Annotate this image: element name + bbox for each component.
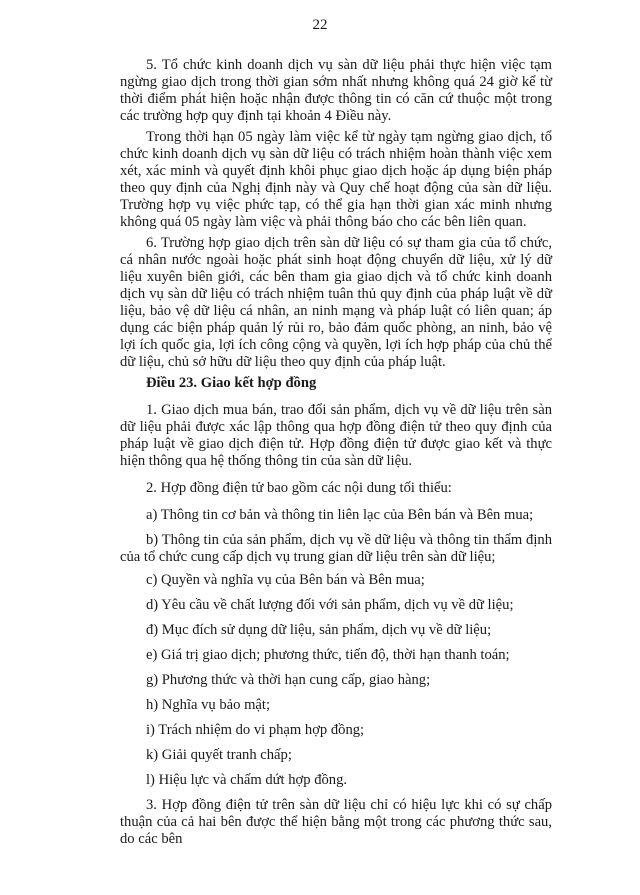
article-clause-3: 3. Hợp đồng điện tử trên sàn dữ liệu chỉ có hiệu lực khi có sự chấp thuận của cả hai bên được thể hiện bằng một trong các phương thức sau, do các bên (120, 797, 552, 847)
paragraph-clause-6: 6. Trường hợp giao dịch trên sàn dữ liệu có sự tham gia của tổ chức, cá nhân nước ngoài hoặc phát sinh hoạt động chuyển dữ liệu, xử lý dữ liệu xuyên biên giới, các bên tham gia giao dịch và tổ chức kinh doanh dịch vụ sàn dữ liệu có trách nhiệm tuân thủ quy định của pháp luật về dữ liệu, bảo vệ dữ liệu cá nhân, an ninh mạng và pháp luật có liên quan; áp dụng các biện pháp quản lý rủi ro, bảo đảm quốc phòng, an ninh, bảo vệ lợi ích quốc gia, lợi ích công cộng và quyền, lợi ích hợp pháp của chủ thể dữ liệu, chủ sở hữu dữ liệu theo quy định của pháp luật. (120, 235, 552, 370)
list-item-h: h) Nghĩa vụ bảo mật; (146, 697, 271, 713)
list-item-d: d) Yêu cầu về chất lượng đối với sản phẩm, dịch vụ về dữ liệu; (146, 597, 514, 613)
list-item-b: b) Thông tin của sản phẩm, dịch vụ về dữ liệu và thông tin thẩm định của tổ chức cung cấp dịch vụ trung gian dữ liệu trên sàn dữ liệu; (120, 532, 552, 565)
article-heading: Điều 23. Giao kết hợp đồng (146, 375, 317, 391)
paragraph-clause-5: 5. Tổ chức kinh doanh dịch vụ sàn dữ liệu phải thực hiện việc tạm ngừng giao dịch trong thời gian sớm nhất nhưng không quá 24 giờ kể từ thời điểm phát hiện hoặc nhận được thông tin có căn cứ thuộc một trong các trường hợp quy định tại khoản 4 Điều này. (120, 57, 552, 124)
list-item-e: e) Giá trị giao dịch; phương thức, tiến độ, thời hạn thanh toán; (146, 647, 510, 663)
document-body (120, 57, 552, 852)
list-item-c: c) Quyền và nghĩa vụ của Bên bán và Bên mua; (146, 572, 425, 588)
article-clause-1: 1. Giao dịch mua bán, trao đổi sản phẩm, dịch vụ về dữ liệu trên sàn dữ liệu phải được xác lập thông qua hợp đồng điện tử theo quy định của pháp luật về giao dịch điện tử. Hợp đồng điện tử được giao kết và thực hiện thông qua hệ thống thông tin của sàn dữ liệu. (120, 402, 552, 469)
list-item-l: l) Hiệu lực và chấm dứt hợp đồng. (146, 772, 348, 788)
article-clause-2: 2. Hợp đồng điện tử bao gồm các nội dung tối thiểu: (146, 480, 452, 496)
list-item-g: g) Phương thức và thời hạn cung cấp, giao hàng; (146, 672, 431, 688)
list-item-i: i) Trách nhiệm do vi phạm hợp đồng; (146, 722, 365, 738)
list-item-a: a) Thông tin cơ bản và thông tin liên lạc của Bên bán và Bên mua; (146, 507, 534, 523)
list-item-k: k) Giải quyết tranh chấp; (146, 747, 292, 763)
paragraph-verification-period: Trong thời hạn 05 ngày làm việc kể từ ngày tạm ngừng giao dịch, tổ chức kinh doanh dịch vụ sàn dữ liệu có trách nhiệm hoàn thành việc xem xét, xác minh và quyết định khôi phục giao dịch hoặc áp dụng biện pháp theo quy định của Nghị định này và Quy chế hoạt động của sàn dữ liệu. Trường hợp vụ việc phức tạp, có thể gia hạn thời gian xác minh nhưng không quá 05 ngày làm việc và phải thông báo cho các bên liên quan. (120, 129, 552, 230)
page-number: 22 (312, 17, 328, 33)
list-item-dd: đ) Mục đích sử dụng dữ liệu, sản phẩm, dịch vụ về dữ liệu; (146, 622, 492, 638)
